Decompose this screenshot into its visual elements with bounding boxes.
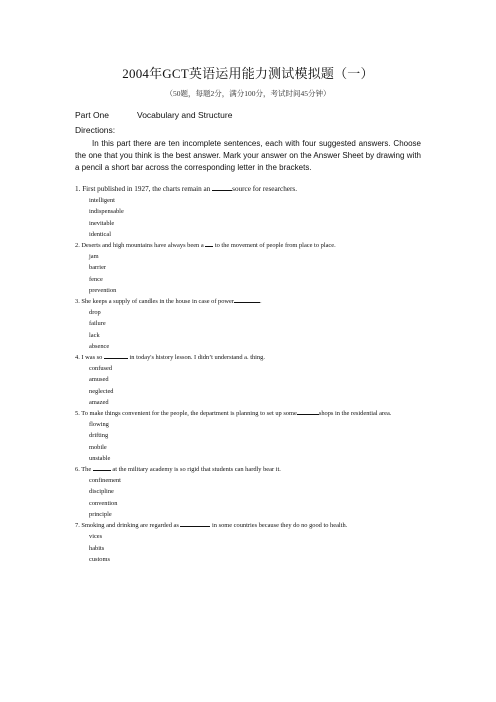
answer-option: amazed <box>89 398 109 406</box>
answer-option: absence <box>89 342 110 350</box>
directions-text: In this part there are ten incomplete sentences, each with four suggested answers. Choose the one that you think is the best answer. Mark your answer on the Answer Sheet by drawing with a pencil a short bar across the corresponding letter in the brackets. <box>75 139 421 172</box>
answer-option: inevitable <box>89 219 115 227</box>
answer-option: prevention <box>89 286 117 294</box>
part-topic: Vocabulary and Structure <box>137 110 233 120</box>
question-text-after: source for researchers. <box>232 185 297 193</box>
answer-option: convention <box>89 499 118 507</box>
answer-option: principle <box>89 510 112 518</box>
question-item <box>75 520 423 565</box>
question-text-before: 2. Deserts and high mountains have always been a <box>75 242 206 250</box>
answer-option: drifting <box>89 432 109 440</box>
question-item <box>75 408 423 464</box>
question-list <box>75 184 423 565</box>
part-header <box>75 110 232 120</box>
question-stem <box>75 184 423 195</box>
directions-heading: Directions: <box>75 125 116 135</box>
question-text-after: . <box>260 298 262 306</box>
answer-option: jam <box>89 253 99 261</box>
answer-blank <box>234 296 262 306</box>
answer-option: failure <box>89 320 106 328</box>
answer-blank <box>212 184 232 191</box>
answer-option: customs <box>89 555 110 563</box>
question-stem <box>75 352 423 363</box>
document-title: 2004年GCT英语运用能力测试模拟题（一） <box>122 66 374 81</box>
answer-option: discipline <box>89 488 114 496</box>
answer-option: vices <box>89 533 103 541</box>
part-name: Part One <box>75 110 110 120</box>
answer-option: indispensable <box>89 208 124 216</box>
question-item <box>75 464 423 520</box>
question-text-after: in some countries because they do no good to health. <box>210 522 348 530</box>
question-item <box>75 240 423 296</box>
question-stem <box>75 296 423 307</box>
question-item <box>75 352 423 408</box>
answer-option: drop <box>89 309 101 317</box>
question-text-after: at the military academy is so rigid that students can hardly bear it. <box>110 466 281 474</box>
answer-blank <box>297 408 319 415</box>
question-text-before: 6. The <box>75 466 93 474</box>
answer-option: mobile <box>89 443 107 451</box>
option-list <box>75 307 423 352</box>
question-text-before: 5. To make things convenient for the people, the department is planning to set up some <box>75 410 297 418</box>
document-subtitle: （50题，每题2分，满分100分，考试时间45分钟） <box>165 89 331 98</box>
option-list <box>75 195 423 240</box>
answer-blank <box>104 352 128 359</box>
question-stem <box>75 240 423 251</box>
option-list <box>75 419 423 464</box>
question-item <box>75 296 423 352</box>
answer-option: habits <box>89 544 105 552</box>
answer-option: identical <box>89 230 112 238</box>
question-stem <box>75 464 423 475</box>
answer-option: unstable <box>89 454 111 462</box>
option-list <box>75 531 423 565</box>
question-text-before: 4. I was so <box>75 354 104 362</box>
answer-option: intelligent <box>89 197 115 205</box>
question-text-before: 7. Smoking and drinking are regarded as <box>75 522 181 530</box>
answer-option: barrier <box>89 264 107 272</box>
question-text-after: shops in the residential area. <box>318 410 392 418</box>
question-text-before: 3. She keeps a supply of candles in the house in case of power <box>75 298 235 306</box>
answer-option: lack <box>89 331 100 339</box>
answer-blank <box>93 464 111 471</box>
answer-option: fence <box>89 275 103 283</box>
question-stem <box>75 520 423 531</box>
question-text-after: to the movement of people from place to place. <box>213 242 336 250</box>
question-text-before: 1. First published in 1927, the charts remain an <box>75 185 213 193</box>
option-list <box>75 475 423 520</box>
option-list <box>75 251 423 296</box>
answer-option: neglected <box>89 387 114 395</box>
question-item <box>75 184 423 240</box>
answer-option: confused <box>89 365 113 373</box>
answer-option: confinement <box>89 477 121 485</box>
question-text-after: in today's history lesson. I didn’t understand a. thing. <box>127 354 265 362</box>
question-stem <box>75 408 423 419</box>
answer-option: amused <box>89 376 109 384</box>
option-list <box>75 363 423 408</box>
answer-blank <box>180 520 210 527</box>
answer-option: flowing <box>89 421 109 429</box>
